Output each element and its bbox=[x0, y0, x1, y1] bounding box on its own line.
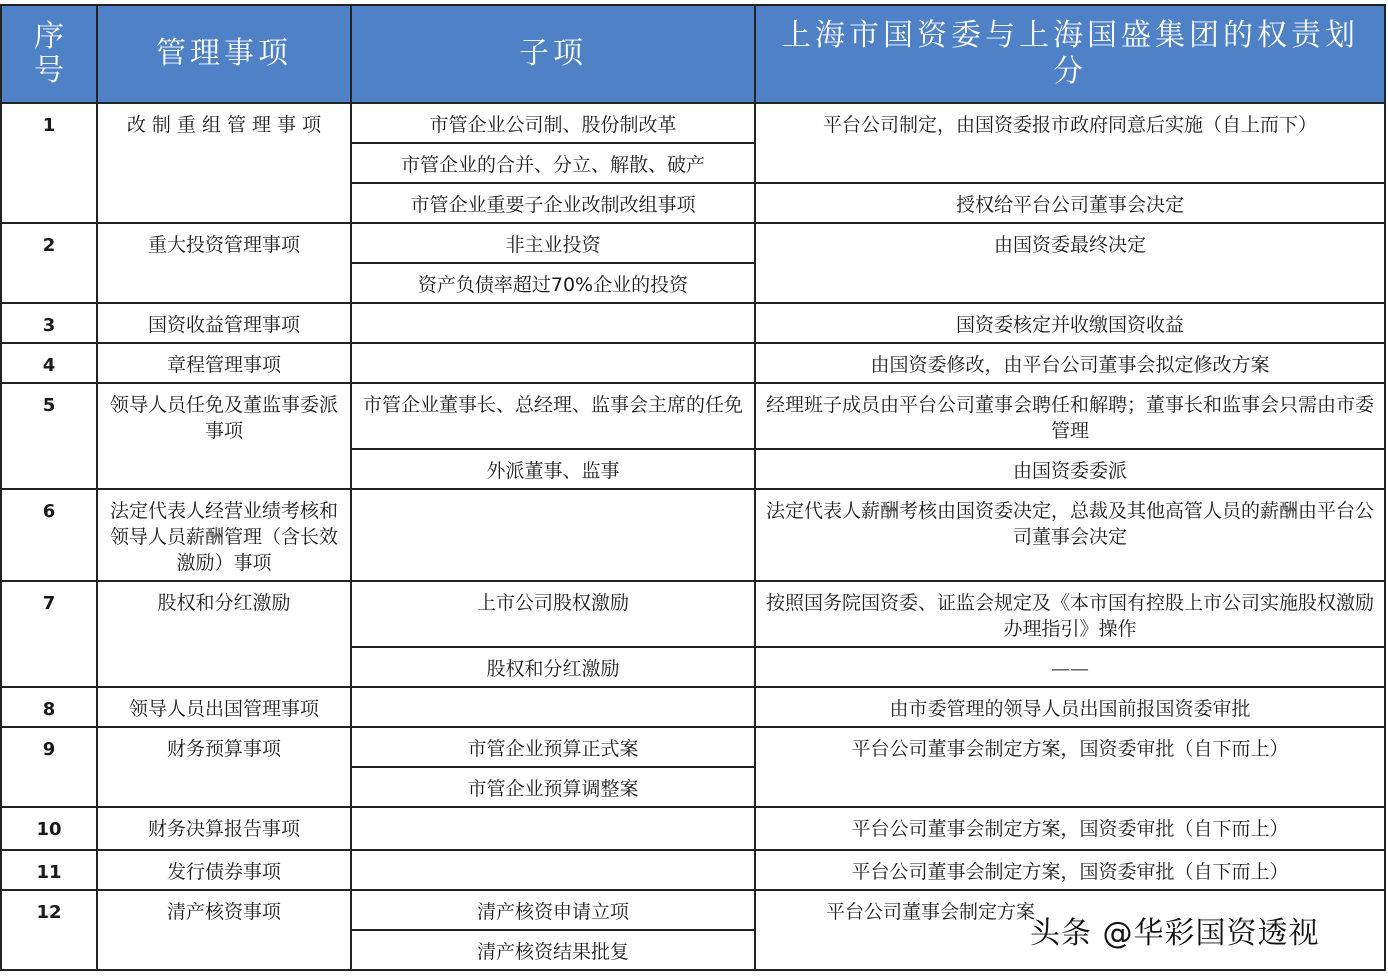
row-item: 章程管理事项 bbox=[97, 343, 351, 383]
row-rights: 法定代表人薪酬考核由国资委决定，总裁及其他高管人员的薪酬由平台公司董事会决定 bbox=[755, 489, 1385, 581]
row-number: 4 bbox=[1, 343, 97, 383]
table-row bbox=[1, 850, 1385, 890]
row-number: 7 bbox=[1, 581, 97, 687]
table-row bbox=[1, 303, 1385, 343]
row-number: 9 bbox=[1, 727, 97, 807]
row-sub bbox=[351, 489, 755, 581]
header-no: 序 号 bbox=[1, 5, 97, 103]
row-item: 股权和分红激励 bbox=[97, 581, 351, 687]
table-row bbox=[1, 223, 1385, 263]
row-rights: 由国资委委派 bbox=[755, 449, 1385, 489]
row-item: 重大投资管理事项 bbox=[97, 223, 351, 303]
row-item: 改 制 重 组 管 理 事 项 bbox=[97, 103, 351, 223]
row-rights: 平台公司董事会制定方案，国资委审批（自下而上） bbox=[755, 807, 1385, 850]
row-sub bbox=[351, 687, 755, 727]
row-rights: 平台公司董事会制定方案，国资委审批（自下而上） bbox=[755, 727, 1385, 807]
table-row bbox=[1, 687, 1385, 727]
table-row bbox=[1, 807, 1385, 850]
row-sub bbox=[351, 343, 755, 383]
table-row bbox=[1, 581, 1385, 647]
row-number: 11 bbox=[1, 850, 97, 890]
table-row bbox=[1, 383, 1385, 449]
row-sub: 外派董事、监事 bbox=[351, 449, 755, 489]
row-sub: 市管企业预算正式案 bbox=[351, 727, 755, 767]
header-sub: 子项 bbox=[351, 5, 755, 103]
row-number: 3 bbox=[1, 303, 97, 343]
row-item: 领导人员出国管理事项 bbox=[97, 687, 351, 727]
row-sub: 市管企业重要子企业改制改组事项 bbox=[351, 183, 755, 223]
table-row bbox=[1, 489, 1385, 581]
row-item: 财务决算报告事项 bbox=[97, 807, 351, 850]
row-sub: 清产核资申请立项 bbox=[351, 890, 755, 930]
row-rights: 平台公司董事会制定方案 bbox=[755, 890, 1385, 970]
row-sub: 市管企业的合并、分立、解散、破产 bbox=[351, 143, 755, 183]
row-rights: 平台公司董事会制定方案，国资委审批（自下而上） bbox=[755, 850, 1385, 890]
row-rights: 按照国务院国资委、证监会规定及《本市国有控股上市公司实施股权激励办理指引》操作 bbox=[755, 581, 1385, 647]
row-rights: 由国资委修改，由平台公司董事会拟定修改方案 bbox=[755, 343, 1385, 383]
row-sub bbox=[351, 807, 755, 850]
row-sub bbox=[351, 850, 755, 890]
row-rights: 授权给平台公司董事会决定 bbox=[755, 183, 1385, 223]
row-number: 12 bbox=[1, 890, 97, 970]
row-number: 1 bbox=[1, 103, 97, 223]
row-number: 10 bbox=[1, 807, 97, 850]
row-item: 财务预算事项 bbox=[97, 727, 351, 807]
row-sub: 资产负债率超过70%企业的投资 bbox=[351, 263, 755, 303]
row-number: 5 bbox=[1, 383, 97, 489]
row-item: 领导人员任免及董监事委派事项 bbox=[97, 383, 351, 489]
row-item: 清产核资事项 bbox=[97, 890, 351, 970]
table-row bbox=[1, 343, 1385, 383]
table-row bbox=[1, 727, 1385, 767]
row-item: 法定代表人经营业绩考核和领导人员薪酬管理（含长效激励）事项 bbox=[97, 489, 351, 581]
row-sub: 清产核资结果批复 bbox=[351, 930, 755, 970]
row-number: 2 bbox=[1, 223, 97, 303]
row-rights: 由国资委最终决定 bbox=[755, 223, 1385, 303]
row-sub: 市管企业董事长、总经理、监事会主席的任免 bbox=[351, 383, 755, 449]
row-sub: 上市公司股权激励 bbox=[351, 581, 755, 647]
header-item: 管理事项 bbox=[97, 5, 351, 103]
row-rights: 平台公司制定，由国资委报市政府同意后实施（自上而下） bbox=[755, 103, 1385, 183]
row-sub: 股权和分红激励 bbox=[351, 647, 755, 687]
watermark: 头条 @华彩国资透视 bbox=[1030, 916, 1320, 951]
row-rights: 由市委管理的领导人员出国前报国资委审批 bbox=[755, 687, 1385, 727]
row-item: 发行债券事项 bbox=[97, 850, 351, 890]
row-item: 国资收益管理事项 bbox=[97, 303, 351, 343]
row-sub: 市管企业预算调整案 bbox=[351, 767, 755, 807]
row-sub bbox=[351, 303, 755, 343]
authority-table bbox=[0, 4, 1386, 971]
row-rights: —— bbox=[755, 647, 1385, 687]
row-sub: 非主业投资 bbox=[351, 223, 755, 263]
row-number: 8 bbox=[1, 687, 97, 727]
header-rights: 上海市国资委与上海国盛集团的权责划分 bbox=[755, 5, 1385, 103]
table-row bbox=[1, 103, 1385, 143]
row-rights: 经理班子成员由平台公司董事会聘任和解聘；董事长和监事会只需由市委管理 bbox=[755, 383, 1385, 449]
row-rights: 国资委核定并收缴国资收益 bbox=[755, 303, 1385, 343]
header-row bbox=[1, 5, 1385, 103]
row-sub: 市管企业公司制、股份制改革 bbox=[351, 103, 755, 143]
row-number: 6 bbox=[1, 489, 97, 581]
